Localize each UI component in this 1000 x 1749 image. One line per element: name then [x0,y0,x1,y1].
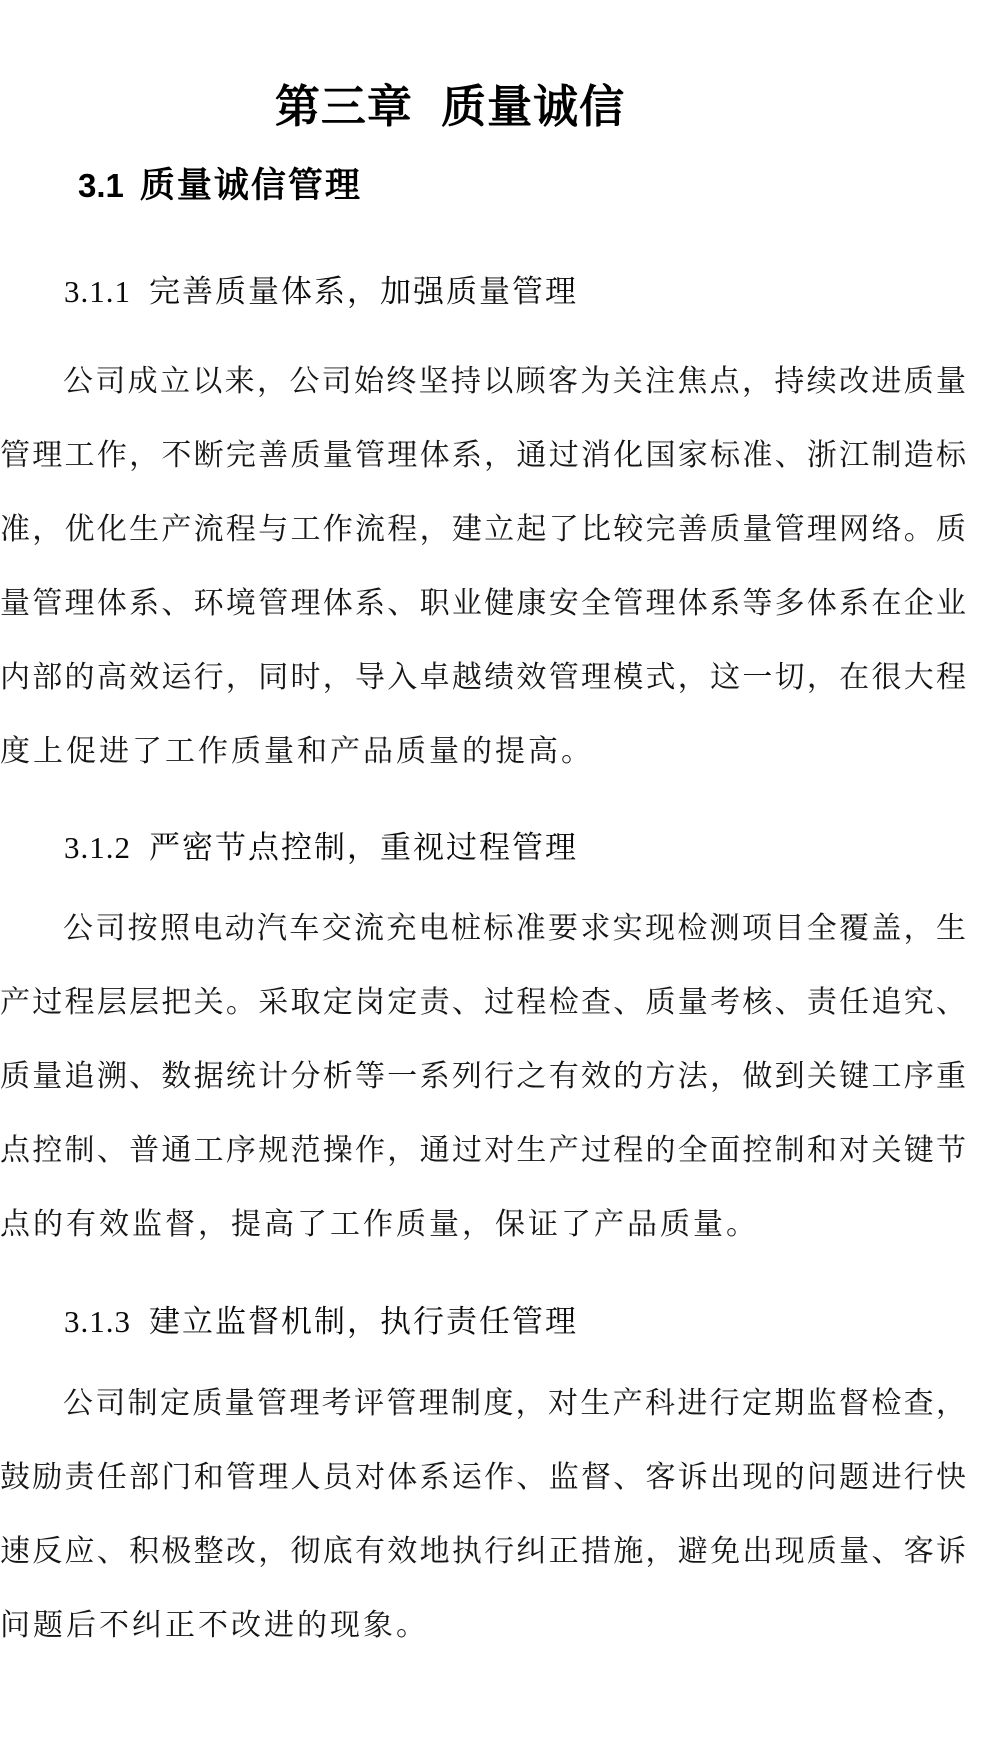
subsection-heading-3-1-1 [64,266,578,311]
subsection-title: 建立监督机制，执行责任管理 [149,1304,578,1339]
subsection-number: 3.1.1 [64,274,131,309]
paragraph-line: 产过程层层把关。采取定岗定责、过程检查、质量考核、责任追究、 [0,986,966,1019]
paragraph-line: 内部的高效运行，同时，导入卓越绩效管理模式，这一切，在很大程 [0,661,966,694]
paragraph-line: 准，优化生产流程与工作流程，建立起了比较完善质量管理网络。质 [0,513,966,546]
subsection-title: 完善质量体系，加强质量管理 [149,274,578,309]
section-heading [78,158,362,208]
paragraph-line: 质量追溯、数据统计分析等一系列行之有效的方法，做到关键工序重 [0,1060,966,1093]
subsection-number: 3.1.2 [64,830,131,865]
section-title: 质量诚信管理 [139,166,362,205]
paragraph-line: 管理工作，不断完善质量管理体系，通过消化国家标准、浙江制造标 [0,439,966,472]
paragraph-line: 速反应、积极整改，彻底有效地执行纠正措施，避免出现质量、客诉 [0,1535,966,1568]
paragraph-line: 点控制、普通工序规范操作，通过对生产过程的全面控制和对关键节 [0,1134,966,1167]
subsection-title: 严密节点控制，重视过程管理 [149,830,578,865]
section-number: 3.1 [78,167,124,204]
paragraph-line: 公司成立以来，公司始终坚持以顾客为关注焦点，持续改进质量 [63,365,966,398]
paragraph-line: 公司按照电动汽车交流充电桩标准要求实现检测项目全覆盖，生 [63,912,966,945]
subsection-heading-3-1-2 [64,822,578,867]
paragraph-line: 度上促进了工作质量和产品质量的提高。 [0,735,594,768]
subsection-number: 3.1.3 [64,1304,131,1339]
paragraph-line: 量管理体系、环境管理体系、职业健康安全管理体系等多体系在企业 [0,587,966,620]
paragraph-line: 公司制定质量管理考评管理制度，对生产科进行定期监督检查， [63,1387,966,1420]
subsection-heading-3-1-3 [64,1296,578,1341]
paragraph-line: 点的有效监督，提高了工作质量，保证了产品质量。 [0,1208,759,1241]
paragraph-line: 鼓励责任部门和管理人员对体系运作、监督、客诉出现的问题进行快 [0,1461,966,1494]
paragraph-line: 问题后不纠正不改进的现象。 [0,1609,429,1642]
chapter-title: 第三章 质量诚信 [274,82,626,132]
